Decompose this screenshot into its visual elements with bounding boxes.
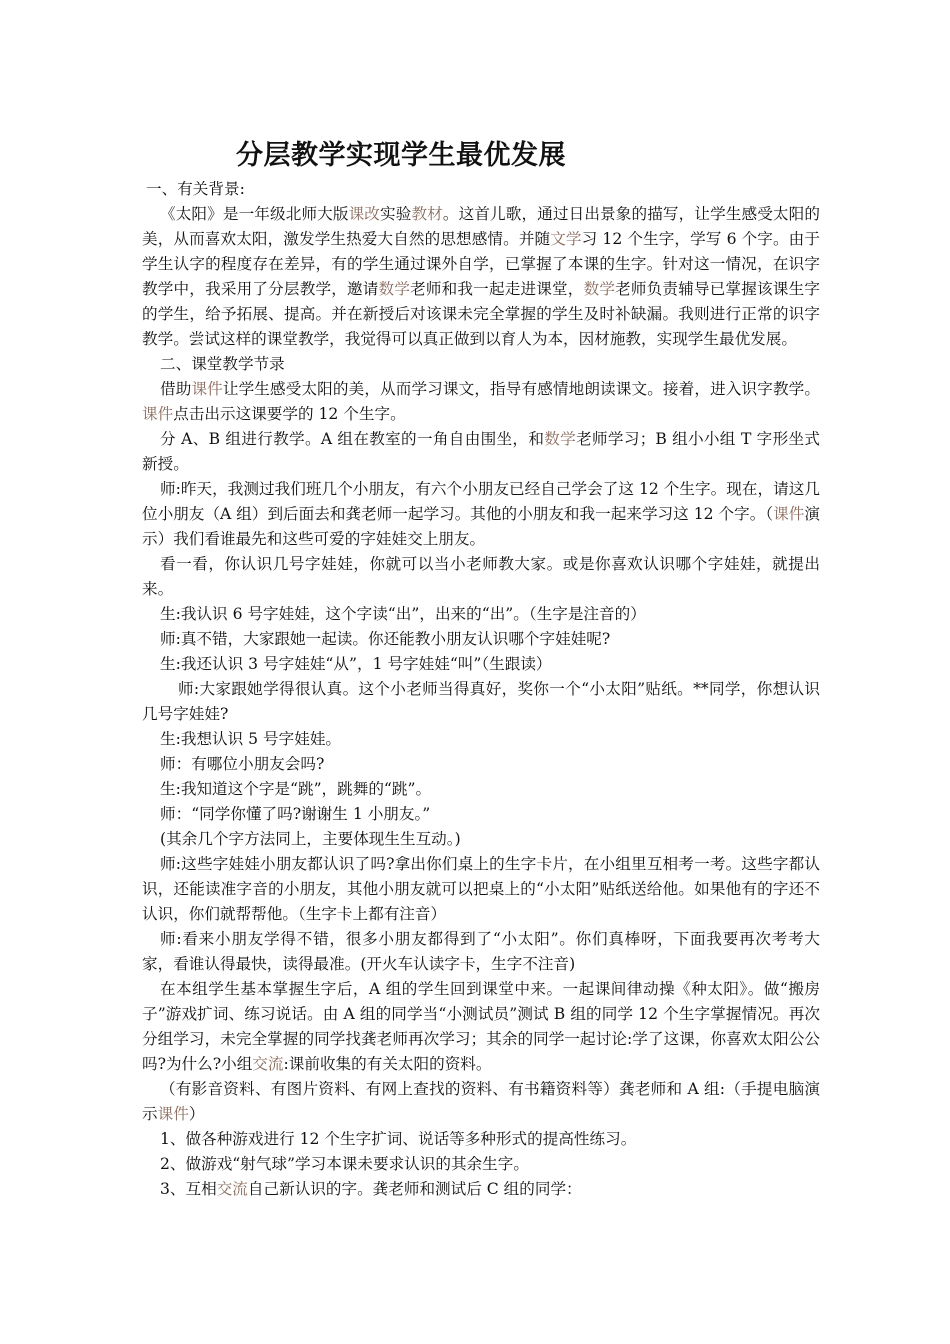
paragraph (142, 977, 820, 1077)
paragraph-text: 老师学习；B 组小小组 T 字形坐式新授。 (142, 430, 820, 473)
paragraph (142, 1177, 820, 1202)
document-body (142, 177, 820, 1202)
paragraph (142, 677, 820, 727)
paragraph-text: 2、做游戏“射气球”学习本课未要求认识的其余生字。 (160, 1155, 529, 1173)
paragraph-text: 习 12 个生字，学写 6 个字。由于学生认字的程度存在差异，有的学生通过课外自学，已掌握了本课的生字。针对这一情况，在识字教学中，我采用了分层教学，邀请 (142, 230, 820, 298)
paragraph-text: 师:昨天，我测过我们班几个小朋友，有六个小朋友已经自己学会了这 12 个生字。现在，请这几位小朋友（A 组）到后面去和龚老师一起学习。其他的小朋友和我一起来学习这 12 个字。（ (142, 480, 820, 523)
paragraph-text: 实验 (380, 205, 412, 223)
paragraph-text: 师:大家跟她学得很认真。这个小老师当得真好，奖你一个“小太阳”贴纸。**同学，你想认识几号字娃娃? (142, 680, 820, 723)
paragraph-text: 一、有关背景: (146, 180, 245, 198)
keyword-link-text: 课件 (157, 1105, 189, 1123)
paragraph-text: :课前收集的有关太阳的资料。 (283, 1055, 492, 1073)
keyword-link-text: 课改 (348, 205, 381, 223)
paragraph-text: 老师负责辅导已掌握该课生字的学生，给予拓展、提高。并在新授后对该课未完全掌握的学生及时补缺漏。我则进行正常的识字教学。尝试这样的课堂教学，我觉得可以真正做到以育人为本，因材施教，实现学生最优发展。 (142, 280, 820, 348)
paragraph (142, 352, 820, 377)
keyword-link-text: 文学 (550, 230, 582, 248)
keyword-link-text: 课件 (191, 380, 223, 398)
paragraph-text: 借助 (160, 380, 192, 398)
paragraph-text: 演示）我们看谁最先和这些可爱的字娃娃交上朋友。 (142, 505, 820, 548)
paragraph-text: 点击出示这课要学的 12 个生字。 (173, 405, 406, 423)
document-title: 分层教学实现学生最优发展 (236, 140, 566, 171)
keyword-link-text: 课件 (142, 405, 174, 423)
paragraph-text: 在本组学生基本掌握生字后，A 组的学生回到课堂中来。一起课间律动操《种太阳》。做“搬房子”游戏扩词、练习说话。由 A 组的同学当“小测试员”测试 B 组的同学 12 个生字掌握情况。再次分组学习，未完全掌握的同学找龚老师再次学习；其余的同学一起讨论:学了这课，你喜欢太阳公公吗?为什么?小组 (142, 980, 820, 1073)
paragraph-text: 看一看，你认识几号字娃娃，你就可以当小老师教大家。或是你喜欢认识哪个字娃娃，就提出来。 (142, 555, 820, 598)
paragraph-text: 师:看来小朋友学得不错，很多小朋友都得到了“小太阳”。你们真棒呀，下面我要再次考考大家，看谁认得最快，读得最准。(开火车认读字卡，生字不注音) (142, 930, 820, 973)
paragraph (142, 477, 820, 552)
paragraph (142, 852, 820, 927)
paragraph (142, 552, 820, 602)
paragraph (142, 602, 820, 627)
keyword-link-text: 课件 (773, 505, 805, 523)
paragraph (142, 652, 820, 677)
paragraph-text: 3、互相 (160, 1180, 217, 1198)
paragraph-text: 师:这些字娃娃小朋友都认识了吗?拿出你们桌上的生字卡片，在小组里互相考一考。这些字都认识，还能读准字音的小朋友，其他小朋友就可以把桌上的“小太阳”贴纸送给他。如果他有的字还不认识，你们就帮帮他。（生字卡上都有注音） (142, 855, 820, 923)
paragraph (142, 177, 820, 202)
paragraph (142, 727, 820, 752)
paragraph (142, 627, 820, 652)
paragraph (142, 752, 820, 777)
paragraph-text: 二、课堂教学节录 (160, 355, 285, 373)
paragraph (142, 202, 820, 352)
keyword-link-text: 教材 (411, 205, 443, 223)
keyword-link-text: 数学 (583, 280, 616, 298)
paragraph-text: 让学生感受太阳的美，从而学习课文，指导有感情地朗读课文。接着，进入识字教学。 (222, 380, 820, 398)
paragraph (142, 1152, 820, 1177)
paragraph-text: 自己新认识的字。龚老师和测试后 C 组的同学： (247, 1180, 582, 1198)
paragraph (142, 802, 820, 827)
paragraph-text: 师：“同学你懂了吗?谢谢生 1 小朋友。” (160, 805, 431, 823)
keyword-link-text: 交流 (252, 1055, 284, 1073)
paragraph-text: 生:我认识 6 号字娃娃，这个字读“出”，出来的“出”。（生字是注音的） (160, 605, 646, 623)
paragraph-text: （有影音资料、有图片资料、有网上查找的资料、有书籍资料等）龚老师和 A 组:（手提电脑演示 (142, 1080, 820, 1123)
keyword-link-text: 数学 (378, 280, 411, 298)
paragraph (142, 827, 820, 852)
paragraph (142, 377, 820, 427)
keyword-link-text: 数学 (544, 430, 577, 448)
paragraph (142, 777, 820, 802)
paragraph-text: 分 A、B 组进行教学。A 组在教室的一角自由围坐，和 (160, 430, 545, 448)
paragraph-text: (其余几个字方法同上，主要体现生生互动。) (160, 830, 461, 848)
paragraph (142, 1127, 820, 1152)
keyword-link-text: 交流 (216, 1180, 248, 1198)
paragraph-text: 生:我想认识 5 号字娃娃。 (160, 730, 342, 748)
paragraph-text: 生:我还认识 3 号字娃娃“从”，1 号字娃娃“叫”（生跟读） (160, 655, 552, 673)
paragraph-text: ） (188, 1105, 205, 1123)
paragraph-text: 。这首儿歌，通过日出景象的描写，让学生感受太阳的美，从而喜欢太阳，激发学生热爱大自然的思想感情。并随 (142, 205, 820, 248)
paragraph-text: 生:我知道这个字是“跳”，跳舞的“跳”。 (160, 780, 432, 798)
paragraph-text: 1、做各种游戏进行 12 个生字扩词、说话等多种形式的提高性练习。 (160, 1130, 637, 1148)
paragraph-text: 师：有哪位小朋友会吗? (160, 755, 325, 773)
paragraph (142, 427, 820, 477)
paragraph-text: 《太阳》是一年级北师大版 (160, 205, 349, 223)
paragraph (142, 1077, 820, 1127)
paragraph-text: 老师和我一起走进课堂， (410, 280, 584, 298)
paragraph (142, 927, 820, 977)
paragraph-text: 师:真不错，大家跟她一起读。你还能教小朋友认识哪个字娃娃呢? (160, 630, 611, 648)
